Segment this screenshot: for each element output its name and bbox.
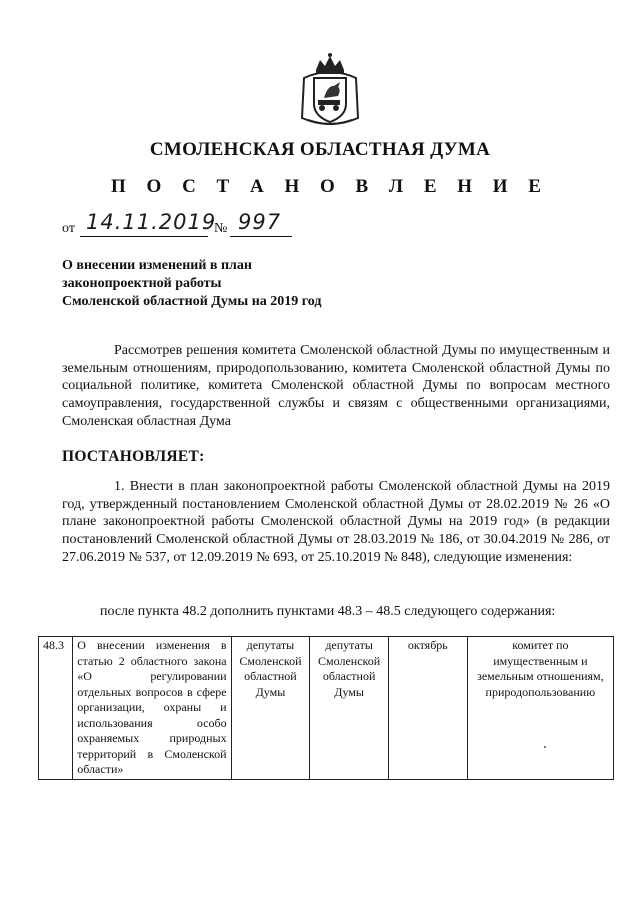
number-label: №	[214, 221, 228, 236]
preamble-paragraph	[62, 342, 610, 431]
table-row	[39, 637, 614, 780]
subject-line: О внесении изменений в план	[62, 258, 252, 273]
smolensk-coat-of-arms-icon	[298, 52, 362, 128]
amendments-table	[38, 636, 614, 780]
row-title: О внесении изменения в статью 2 областного закона «О регулировании отдельных вопросов в сфере организации, охраны и использования особо охраняемых природных территорий в Смоленской области»	[73, 637, 231, 780]
document-dateline	[62, 212, 322, 238]
handwritten-date: 14.11.2019	[86, 210, 217, 234]
number-underline	[230, 236, 292, 237]
subject-line: Смоленской областной Думы на 2019 год	[62, 294, 322, 309]
document-subject	[62, 257, 321, 311]
handwritten-number: 997	[238, 210, 282, 234]
preamble-text: Рассмотрев решения комитета Смоленской областной Думы по имущественным и земельным отношениям, природопользованию, комитета Смоленской областной Думы по социальной политике, комитета Смоленской областной Думы по вопросам местного самоуправления, государственной службы и связям с общественными организациями, Смоленская областная Дума	[62, 343, 610, 429]
document-type: П О С Т А Н О В Л Е Н И Е	[111, 176, 549, 197]
row-number: 48.3	[39, 637, 73, 780]
row-submitter: депутаты Смоленской областной Думы	[310, 637, 389, 780]
date-prefix: от	[62, 221, 75, 236]
organization-title: СМОЛЕНСКАЯ ОБЛАСТНАЯ ДУМА	[149, 139, 491, 160]
row-responsible: комитет по имущественным и земельным отношениям, природопользованию	[467, 637, 613, 780]
scan-speck	[544, 746, 546, 748]
row-term: октябрь	[388, 637, 467, 780]
decree-heading: ПОСТАНОВЛЯЕТ:	[62, 448, 205, 465]
item1-paragraph	[62, 478, 610, 567]
date-underline	[80, 236, 208, 237]
item1-text: 1. Внести в план законопроектной работы Смоленской областной Думы на 2019 год, утвержденный постановлением Смоленской областной Думы от 28.02.2019 № 26 «О плане законопроектной работы Смоленской областной Думы на 2019 год» (в редакции постановлений Смоленской областной Думы от 28.03.2019 № 186, от 30.04.2019 № 286, от 27.06.2019 № 537, от 12.09.2019 № 693, от 25.10.2019 № 848), следующие изменения:	[62, 479, 610, 565]
subject-line: законопроектной работы	[62, 276, 222, 291]
row-developer: депутаты Смоленской областной Думы	[231, 637, 310, 780]
item1-sub-paragraph: после пункта 48.2 дополнить пунктами 48.3 – 48.5 следующего содержания:	[100, 604, 556, 619]
